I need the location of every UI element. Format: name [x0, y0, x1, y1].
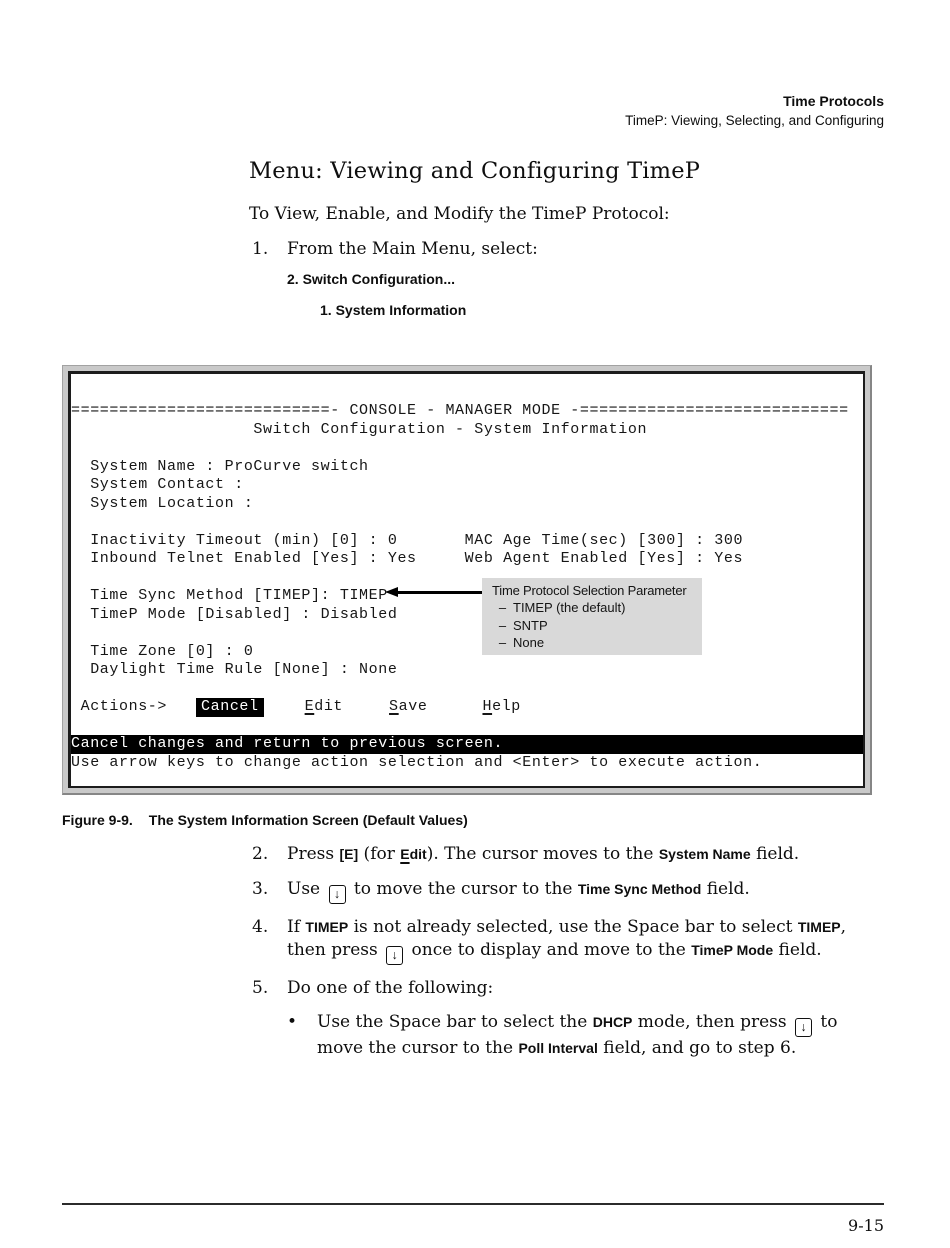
- footer-rule: [62, 1203, 884, 1205]
- header-title: Time Protocols: [783, 93, 884, 109]
- console-actions-row: [71, 698, 863, 717]
- action-save: Save: [389, 698, 428, 715]
- system-name-term: System Name: [658, 846, 751, 862]
- header-subtitle: TimeP: Viewing, Selecting, and Configuring: [625, 113, 884, 128]
- page-number: 9-15: [848, 1216, 884, 1235]
- dash-icon: –: [498, 617, 507, 633]
- terminal-screenshot-frame: [62, 365, 872, 795]
- edit-term: Edit: [400, 846, 427, 862]
- menu-path-switch-configuration: 2. Switch Configuration...: [287, 271, 455, 287]
- console-line-time-zone: Time Zone [0] : 0: [71, 642, 254, 660]
- console-line-inbound-telnet: Inbound Telnet Enabled [Yes] : Yes Web Agent Enabled [Yes] : Yes: [71, 550, 744, 567]
- console-subtitle: Switch Configuration - System Information: [71, 420, 648, 438]
- step-2: [252, 843, 950, 866]
- console-line-system-name: System Name : ProCurve switch: [71, 457, 369, 475]
- step-text: Use ↓ to move the cursor to the Time Sync Method field.: [287, 878, 884, 904]
- step-3: [252, 878, 950, 904]
- bullet-item: [287, 1011, 950, 1060]
- figure-caption-text: The System Information Screen (Default Values): [148, 812, 468, 828]
- step-4: [252, 916, 950, 965]
- timep-term: TIMEP: [305, 919, 349, 935]
- step-1: [252, 239, 538, 259]
- action-edit: Edit: [304, 698, 344, 715]
- status-bar: Cancel changes and return to previous screen.: [71, 735, 863, 754]
- console-blank-line: [71, 717, 863, 736]
- action-help: Help: [482, 698, 521, 715]
- callout-item: – SNTP: [492, 617, 696, 635]
- section-heading: Menu: Viewing and Configuring TimeP: [249, 158, 701, 184]
- console-blank-line: [71, 680, 863, 699]
- figure-caption-label: Figure 9-9.: [62, 812, 133, 828]
- step-number: 3.: [252, 879, 269, 899]
- intro-text: To View, Enable, and Modify the TimeP Protocol:: [249, 204, 670, 224]
- console-line-inactivity-timeout: Inactivity Timeout (min) [0] : 0 MAC Age Time(sec) [300] : 300: [71, 531, 744, 549]
- step-5: [252, 977, 950, 1000]
- console-line-time-sync-method: Time Sync Method [TIMEP]: TIMEP: [71, 587, 388, 604]
- timep-mode-term: TimeP Mode: [691, 942, 774, 958]
- menu-path-system-information: 1. System Information: [320, 302, 467, 318]
- console-blank-line: [71, 569, 863, 588]
- callout-item: – None: [492, 634, 696, 652]
- down-arrow-key-icon: ↓: [329, 885, 346, 904]
- step-number: 2.: [252, 844, 269, 864]
- callout-title: Time Protocol Selection Parameter: [492, 583, 687, 598]
- callout-box: [482, 578, 702, 655]
- callout-arrow-line: [397, 591, 482, 594]
- step-number: 1.: [252, 239, 269, 259]
- bullet-text: Use the Space bar to select the DHCP mode, then press ↓ to move the cursor to the Poll Interval field, and go to step 6.: [317, 1012, 838, 1058]
- dash-icon: –: [498, 635, 507, 650]
- console-screen: [68, 371, 865, 788]
- callout-item: – TIMEP (the default): [492, 599, 696, 617]
- step-text: From the Main Menu, select:: [287, 239, 538, 259]
- console-help-line: Use arrow keys to change action selection and <Enter> to execute action.: [71, 753, 763, 771]
- page-header: [625, 92, 884, 130]
- step-number: 4.: [252, 917, 269, 937]
- console-blank-line: [71, 439, 863, 458]
- steps-list: [252, 843, 950, 1060]
- key-e-label: [E]: [339, 846, 359, 862]
- step-text: Press [E] (for Edit). The cursor moves to the System Name field.: [287, 844, 800, 864]
- dash-icon: –: [498, 600, 507, 615]
- step-text: Do one of the following:: [287, 978, 494, 998]
- timep-term: TIMEP: [797, 919, 841, 935]
- bullet-icon: •: [287, 1012, 298, 1032]
- console-blank-line: [71, 624, 863, 643]
- dhcp-term: DHCP: [592, 1014, 633, 1030]
- console-line-daylight-rule: Daylight Time Rule [None] : None: [71, 661, 398, 678]
- step-text: If TIMEP is not already selected, use the Space bar to select TIMEP, then press ↓ once to display and move to the TimeP Mode field.: [287, 916, 884, 965]
- actions-label: Actions->: [71, 698, 168, 715]
- poll-interval-term: Poll Interval: [518, 1040, 598, 1056]
- console-line-system-contact: System Contact :: [71, 476, 244, 493]
- figure-caption: [62, 812, 468, 828]
- time-sync-method-term: Time Sync Method: [577, 881, 702, 897]
- console-line-system-location: System Location :: [71, 494, 254, 512]
- step-number: 5.: [252, 978, 269, 998]
- console-line-timep-mode: TimeP Mode [Disabled] : Disabled: [71, 605, 398, 623]
- action-cancel: Cancel: [196, 698, 264, 717]
- console-banner: ===========================- CONSOLE - MANAGER MODE -============================: [71, 402, 849, 419]
- console-blank-line: [71, 513, 863, 532]
- down-arrow-key-icon: ↓: [386, 946, 403, 965]
- down-arrow-key-icon: ↓: [795, 1018, 812, 1037]
